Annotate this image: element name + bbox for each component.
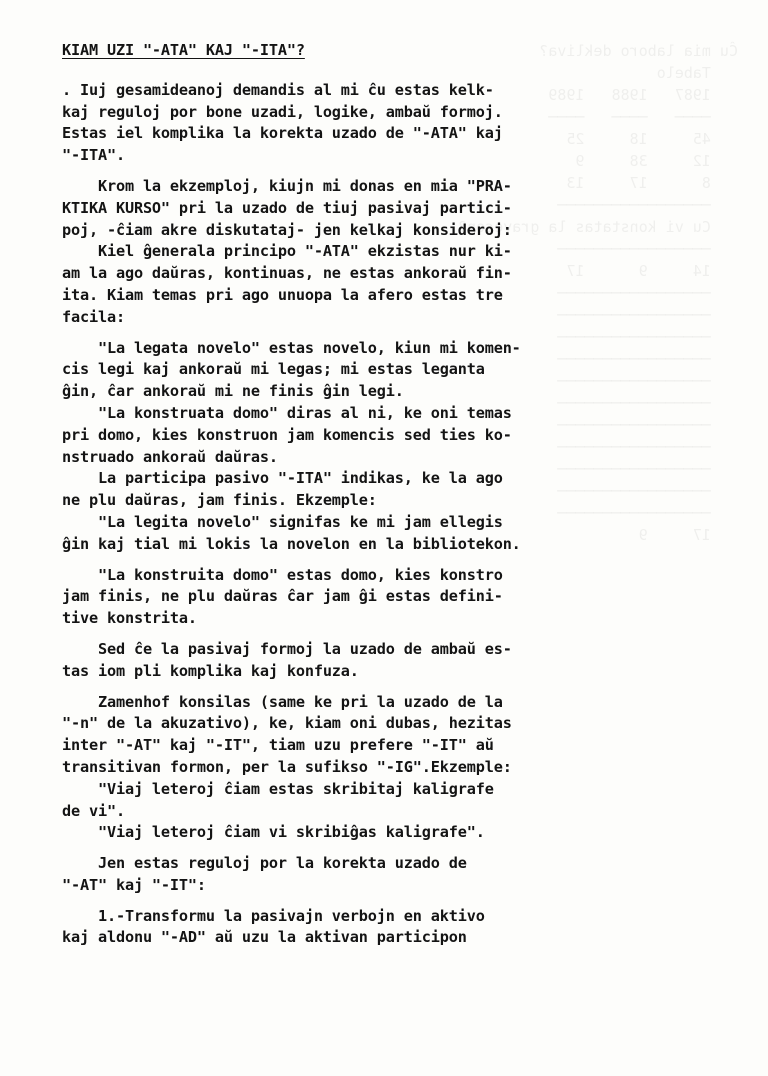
text-line: KTIKA KURSO" pri la uzado de tiuj pasivaj partici- <box>62 198 512 217</box>
paragraph-gap <box>62 844 732 853</box>
reverse-side-show-through: Ĉu mia laboro dekliva? Tabelo 1987 1988 1989 ──── ──── ──── 45 18 25 12 38 9 8 17 13 ───────────────── Cu vi konstatas la gravecon? ───────────────── 14 9 17 ───────────────── ───────────────── ───────────────── ───────────────── ───────────────── ───────────────── ───────────────── ───────────────── ───────────────── ───────────────── ───────────────── 17 9 <box>458 42 738 544</box>
text-line: facila: <box>62 307 125 326</box>
paragraph-gap <box>62 630 732 639</box>
text-line: jam finis, ne plu daŭras ĉar jam ĝi estas defini- <box>62 587 503 606</box>
text-line: "Viaj leteroj ĉiam vi skribiĝas kaligrafe". <box>62 823 485 842</box>
text-line: poj, -ĉiam akre diskutataj- jen kelkaj konsideroj: <box>62 220 512 239</box>
text-line: pri domo, kies konstruon jam komencis sed ties ko- <box>62 425 512 444</box>
text-lines <box>62 80 732 949</box>
paragraph-gap <box>62 683 732 692</box>
text-line: "-AT" kaj "-IT": <box>62 875 206 894</box>
text-line: Sed ĉe la pasivaj formoj la uzado de ambaŭ es- <box>62 639 512 658</box>
text-line: kaj reguloj por bone uzadi, logike, ambaŭ formoj. <box>62 102 503 121</box>
text-line: Jen estas reguloj por la korekta uzado de <box>62 854 467 873</box>
document-body <box>62 40 732 949</box>
text-line: "Viaj leteroj ĉiam estas skribitaj kaligrafe <box>62 779 494 798</box>
paragraph-gap <box>62 167 732 176</box>
text-line: La participa pasivo "-ITA" indikas, ke la ago <box>62 469 503 488</box>
text-line: Kiel ĝenerala principo "-ATA" ekzistas nur ki- <box>62 242 512 261</box>
text-line: Estas iel komplika la korekta uzado de "-ATA" kaj <box>62 124 503 143</box>
document-title: KIAM UZI "-ATA" KAJ "-ITA"? <box>62 41 305 59</box>
paragraph-gap <box>62 897 732 906</box>
text-line: de vi". <box>62 801 125 820</box>
text-line: "La legata novelo" estas novelo, kiun mi komen- <box>62 338 521 357</box>
text-line: "-n" de la akuzativo), ke, kiam oni dubas, hezitas <box>62 714 512 733</box>
paragraph-gap <box>62 556 732 565</box>
text-line: tas iom pli komplika kaj konfuza. <box>62 661 359 680</box>
text-line: "La konstruita domo" estas domo, kies konstro <box>62 565 503 584</box>
text-line: Zamenhof konsilas (same ke pri la uzado de la <box>62 692 503 711</box>
text-line: tive konstrita. <box>62 609 197 628</box>
text-line: 1.-Transformu la pasivajn verbojn en aktivo <box>62 906 485 925</box>
text-line: "La legita novelo" signifas ke mi jam ellegis <box>62 512 503 531</box>
text-line: cis legi kaj ankoraŭ mi legas; mi estas leganta <box>62 360 485 379</box>
text-line: ĝin, ĉar ankoraŭ mi ne finis ĝin legi. <box>62 382 404 401</box>
paragraph-gap <box>62 329 732 338</box>
text-line: am la ago daŭras, kontinuas, ne estas ankoraŭ fin- <box>62 264 512 283</box>
text-line: . Iuj gesamideanoj demandis al mi ĉu estas kelk- <box>62 80 494 99</box>
text-line: "-ITA". <box>62 146 125 165</box>
text-line: ita. Kiam temas pri ago unuopa la afero estas tre <box>62 285 503 304</box>
text-line: ĝin kaj tial mi lokis la novelon en la bibliotekon. <box>62 534 521 553</box>
text-line: kaj aldonu "-AD" aŭ uzu la aktivan participon <box>62 928 467 947</box>
text-line: ne plu daŭras, jam finis. Ekzemple: <box>62 491 377 510</box>
text-line: "La konstruata domo" diras al ni, ke oni temas <box>62 403 512 422</box>
text-line: transitivan formon, per la sufikso "-IG".Ekzemple: <box>62 757 512 776</box>
text-line: Krom la ekzemploj, kiujn mi donas en mia "PRA- <box>62 176 512 195</box>
text-line: inter "-AT" kaj "-IT", tiam uzu prefere "-IT" aŭ <box>62 736 494 755</box>
text-line: nstruado ankoraŭ daŭras. <box>62 447 278 466</box>
